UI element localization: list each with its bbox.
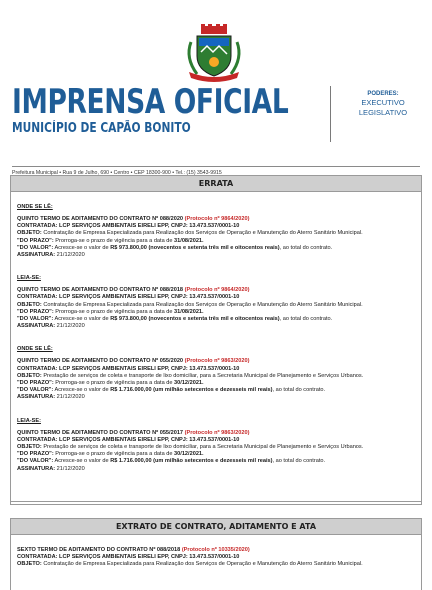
valor-text: Acresce-se o valor de [53,458,111,465]
valor-tail: , ao total do contrato. [272,387,326,394]
valor-tail: , ao total do contrato. [279,244,333,251]
objeto-label: OBJETO: [17,301,42,308]
errata-entry-objeto [17,302,415,309]
errata-entry-prazo [17,238,415,245]
objeto-label: OBJETO: [17,444,42,451]
powers-box [338,90,428,118]
errata-entry-valor [17,458,415,465]
errata-entry-prazo [17,309,415,316]
errata-entry-objeto [17,373,415,380]
errata-entry-objeto [17,230,415,237]
errata-entry-prazo [17,451,415,458]
powers-label: PODERES: [367,91,399,97]
objeto-text: Prestação de serviços de coleta e transporte de lixo domiciliar, para a Secretaria Municipal de Planejamento e Serviços Urbanos. [41,372,364,379]
objeto-label: OBJETO: [17,230,42,237]
assinatura-date: 21/12/2020 [55,323,85,330]
errata-entry-title-text: QUINTO TERMO DE ADITAMENTO DO CONTRATO Nº 055/2020 [17,358,185,365]
prazo-label: "DO PRAZO": [17,451,54,458]
errata-entry [17,346,415,401]
assinatura-date: 21/12/2020 [55,252,85,259]
prazo-text: Prorroga-se o prazo de vigência para a data de [53,237,175,244]
errata-entry-assinatura [17,394,415,401]
errata-entry-assinatura [17,323,415,330]
objeto-label: OBJETO: [17,372,42,379]
prazo-date: 30/12/2021. [174,451,204,458]
assinatura-label: ASSINATURA: [17,323,56,330]
errata-entry-heading: ONDE SE LÊ: [17,346,53,353]
errata-entry-heading: LEIA-SE: [17,275,41,282]
errata-entry-contratada: CONTRATADA: LCP SERVIÇOS AMBIENTAIS EIRELI EPP, CNPJ: 13.473.537/0001-10 [17,223,240,230]
errata-entry-heading: LEIA-SE: [17,417,41,424]
municipality-name: MUNICÍPIO DE CAPÃO BONITO [12,121,191,136]
errata-entry-protocol: (Protocolo nº 9864/2020) [184,216,250,222]
errata-entry-valor [17,387,415,394]
extrato-body [11,535,421,573]
assinatura-date: 21/12/2020 [55,465,85,472]
errata-entry-title [17,216,415,223]
prazo-date: 31/08/2021. [174,308,204,315]
publication-title: IMPRENSA OFICIAL [12,82,289,122]
prazo-date: 31/08/2021. [174,237,204,244]
objeto-text: Contratação de Empresa Especializada para Realização dos Serviços de Operação e Manutenção do Aterro Sanitário Municipal. [41,230,363,237]
errata-body [11,192,421,481]
errata-entry-title [17,430,415,437]
errata-entry-contratada: CONTRATADA: LCP SERVIÇOS AMBIENTAIS EIRELI EPP, CNPJ: 13.473.537/0001-10 [17,365,240,372]
errata-entry [17,275,415,330]
valor-amount: R$ 1.716.000,00 (um milhão setecentos e dezesseis mil reais) [110,387,273,394]
power-executive: EXECUTIVO [361,98,405,107]
extrato-section [10,518,422,590]
valor-amount: R$ 1.716.000,00 (um milhão setecentos e dezesseis mil reais) [110,458,273,465]
entry-spacer [17,406,415,412]
assinatura-label: ASSINATURA: [17,252,56,259]
assinatura-label: ASSINATURA: [17,394,56,401]
errata-entry-protocol: (Protocolo nº 9863/2020) [184,429,250,436]
valor-amount: R$ 973.800,00 (novecentos e setenta três mil e oitocentos reais) [110,316,280,323]
prazo-label: "DO PRAZO": [17,308,54,315]
errata-entry [17,204,415,259]
valor-label: "DO VALOR": [17,458,54,465]
extrato-contratada: CONTRATADA: LCP SERVIÇOS AMBIENTAIS EIRELI EPP, CNPJ: 13.473.537/0001-10 [17,554,240,561]
errata-entry-title-text: QUINTO TERMO DE ADITAMENTO DO CONTRATO Nº 088/2018 [17,287,185,294]
municipal-crest-icon [183,22,245,82]
errata-title: ERRATA [11,176,421,192]
power-legislative: LEGISLATIVO [358,108,408,117]
prazo-text: Prorroga-se o prazo de vigência para a data de [53,380,175,387]
errata-entry-prazo [17,380,415,387]
masthead-divider [330,86,331,142]
extrato-objeto-label: OBJETO: [17,561,42,568]
objeto-text: Prestação de serviços de coleta e transporte de lixo domiciliar, para a Secretaria Municipal de Planejamento e Serviços Urbanos. [41,444,364,451]
errata-entry-protocol: (Protocolo nº 9864/2020) [184,287,250,294]
entry-spacer [17,334,415,340]
valor-text: Acresce-se o valor de [53,244,111,251]
header-rule-top [12,166,420,167]
valor-tail: , ao total do contrato. [272,458,326,465]
valor-text: Acresce-se o valor de [53,387,111,394]
prazo-label: "DO PRAZO": [17,237,54,244]
errata-entry-heading: ONDE SE LÊ: [17,204,53,210]
errata-section-box [10,175,422,505]
extrato-objeto-text: Contratação de Empresa Especializada para Realização dos Serviços de Operação e Manutenção do Aterro Sanitário Municipal. [41,561,363,568]
objeto-text: Contratação de Empresa Especializada para Realização dos Serviços de Operação e Manutenção do Aterro Sanitário Municipal. [41,301,363,308]
address-line: Prefeitura Municipal • Rua 9 de Julho, 690 • Centro • CEP 18300-900 • Tel.: (15) 3543-9915 [12,170,222,176]
errata-entry-objeto [17,444,415,451]
errata-entry-title-text: QUINTO TERMO DE ADITAMENTO DO CONTRATO Nº 088/2020 [17,216,185,222]
errata-entry-contratada: CONTRATADA: LCP SERVIÇOS AMBIENTAIS EIRELI EPP, CNPJ: 13.473.537/0001-10 [17,436,240,443]
valor-label: "DO VALOR": [17,316,54,323]
assinatura-date: 21/12/2020 [55,394,85,401]
errata-entry [17,418,415,473]
valor-amount: R$ 973.800,00 (novecentos e setenta três mil e oitocentos reais) [110,244,280,251]
extrato-entry-title-text: SEXTO TERMO DE ADITAMENTO DO CONTRATO Nº 088/2018 [17,547,182,553]
valor-text: Acresce-se o valor de [53,316,111,323]
prazo-date: 30/12/2021. [174,380,204,387]
errata-entry-title [17,358,415,365]
valor-label: "DO VALOR": [17,244,54,251]
assinatura-label: ASSINATURA: [17,465,56,472]
entry-spacer [17,263,415,269]
extrato-entry-title [17,547,415,554]
prazo-label: "DO PRAZO": [17,380,54,387]
errata-entry-assinatura [17,252,415,259]
errata-entry-title [17,287,415,294]
errata-entry-assinatura [17,466,415,473]
errata-entry-valor [17,245,415,252]
errata-entry-valor [17,316,415,323]
prazo-text: Prorroga-se o prazo de vigência para a data de [53,451,175,458]
errata-entry-title-text: QUINTO TERMO DE ADITAMENTO DO CONTRATO Nº 055/2017 [17,429,185,436]
extrato-title: EXTRATO DE CONTRATO, ADITAMENTO E ATA [11,519,421,535]
valor-tail: , ao total do contrato. [279,316,333,323]
errata-entry-protocol: (Protocolo nº 9863/2020) [184,358,250,365]
extrato-objeto [17,561,415,568]
valor-label: "DO VALOR": [17,387,54,394]
errata-entry-contratada: CONTRATADA: LCP SERVIÇOS AMBIENTAIS EIRELI EPP, CNPJ: 13.473.537/0001-10 [17,294,240,301]
prazo-text: Prorroga-se o prazo de vigência para a data de [53,308,175,315]
masthead [12,84,422,164]
extrato-protocol: (Protocolo nº 10335/2020) [181,547,250,553]
